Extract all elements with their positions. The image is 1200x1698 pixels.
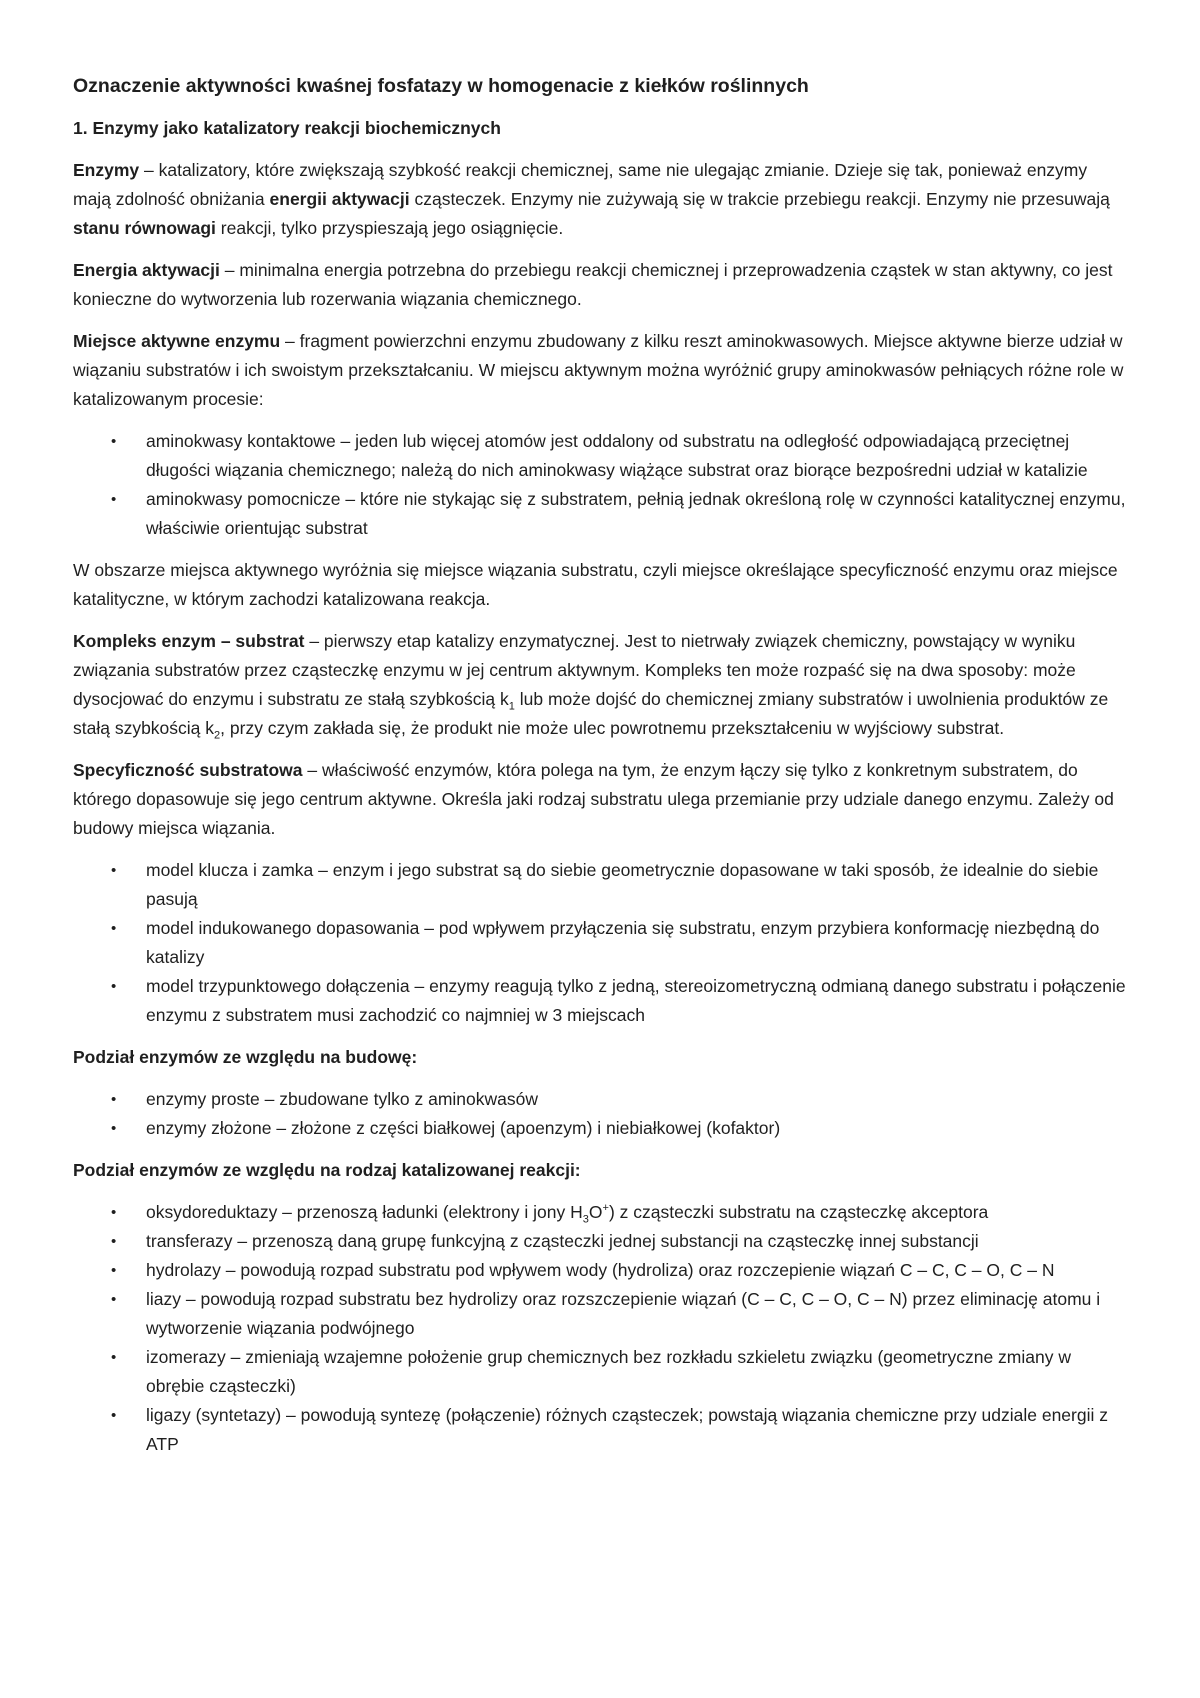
- paragraph-specyficznosc: Specyficzność substratowa – właściwość enzymów, która polega na tym, że enzym łączy się tylko z konkretnym substratem, do którego dopasowuje się jego centrum aktywne. Określa jaki rodzaj substratu ulega przemianie przy udziale danego enzymu. Zależy od budowy miejsca wiązania.: [73, 760, 1114, 838]
- paragraph-energia-aktywacji: Energia aktywacji – minimalna energia potrzebna do przebiegu reakcji chemicznej i przeprowadzenia cząstek w stan aktywny, co jest konieczne do wytworzenia lub rozerwania wiązania chemicznego.: [73, 260, 1113, 309]
- bullet-icon: •: [111, 920, 117, 937]
- list-item: • transferazy – przenoszą daną grupę funkcyjną z cząsteczki jednej substancji na cząsteczkę innej substancji: [73, 1227, 1128, 1256]
- paragraph-obszar: W obszarze miejsca aktywnego wyróżnia się miejsce wiązania substratu, czyli miejsce określające specyficzność enzymu oraz miejsce katalityczne, w którym zachodzi katalizowana reakcja.: [73, 560, 1118, 609]
- list-item: • enzymy proste – zbudowane tylko z aminokwasów: [73, 1085, 1128, 1114]
- list-item: • model trzypunktowego dołączenia – enzymy reagują tylko z jedną, stereoizometryczną odmianą danego substratu i połączenie enzymu z substratem musi zachodzić co najmniej w 3 miejscach: [73, 972, 1128, 1030]
- list-item: • enzymy złożone – złożone z części białkowej (apoenzym) i niebiałkowej (kofaktor): [73, 1114, 1128, 1143]
- bullet-icon: •: [111, 1407, 117, 1424]
- subheading-budowa: Podział enzymów ze względu na budowę:: [73, 1047, 418, 1067]
- bullet-icon: •: [111, 1233, 117, 1250]
- list-item: • liazy – powodują rozpad substratu bez hydrolizy oraz rozszczepienie wiązań (C – C, C – O, C – N) przez eliminację atomu i wytworzenie wiązania podwójnego: [73, 1285, 1128, 1343]
- list-item: • hydrolazy – powodują rozpad substratu pod wpływem wody (hydroliza) oraz rozczepienie wiązań C – C, C – O, C – N: [73, 1256, 1128, 1285]
- section-heading: 1. Enzymy jako katalizatory reakcji biochemicznych: [73, 118, 501, 138]
- paragraph-enzymy: Enzymy – katalizatory, które zwiększają szybkość reakcji chemicznej, same nie ulegając zmianie. Dzieje się tak, ponieważ enzymy mają zdolność obniżania energii aktywacji cząsteczek. Enzymy nie zużywają się w trakcie przebiegu reakcji. Enzymy nie przesuwają stanu równowagi reakcji, tylko przyspieszają jego osiągnięcie.: [73, 160, 1110, 238]
- list-item: • model klucza i zamka – enzym i jego substrat są do siebie geometrycznie dopasowane w taki sposób, że idealnie do siebie pasują: [73, 856, 1128, 914]
- bullet-icon: •: [111, 1204, 117, 1221]
- list-aminokwasy: [73, 427, 1128, 543]
- bullet-icon: •: [111, 1291, 117, 1308]
- bullet-icon: •: [111, 862, 117, 879]
- list-reakcja: [73, 1198, 1128, 1459]
- list-modele: [73, 856, 1128, 1030]
- list-item: • oksydoreduktazy – przenoszą ładunki (elektrony i jony $H_3O^+$) z cząsteczki substratu na cząsteczkę akceptora: [73, 1198, 1128, 1227]
- bullet-icon: •: [111, 1120, 117, 1137]
- bullet-icon: •: [111, 1091, 117, 1108]
- list-item: • aminokwasy pomocnicze – które nie stykając się z substratem, pełnią jednak określoną rolę w czynności katalitycznej enzymu, właściwie orientując substrat: [73, 485, 1128, 543]
- list-budowa: [73, 1085, 1128, 1143]
- list-item: • ligazy (syntetazy) – powodują syntezę (połączenie) różnych cząsteczek; powstają wiązania chemiczne przy udziale energii z ATP: [73, 1401, 1128, 1459]
- paragraph-miejsce-aktywne: Miejsce aktywne enzymu – fragment powierzchni enzymu zbudowany z kilku reszt aminokwasowych. Miejsce aktywne bierze udział w wiązaniu substratów i ich swoistym przekształcaniu. W miejscu aktywnym można wyróżnić grupy aminokwasów pełniących różne role w katalizowanym procesie:: [73, 331, 1124, 409]
- subheading-reakcja: Podział enzymów ze względu na rodzaj katalizowanej reakcji:: [73, 1160, 581, 1180]
- bullet-icon: •: [111, 978, 117, 995]
- bullet-icon: •: [111, 491, 117, 508]
- list-item: • izomerazy – zmieniają wzajemne położenie grup chemicznych bez rozkładu szkieletu związku (geometryczne zmiany w obrębie cząsteczki): [73, 1343, 1128, 1401]
- paragraph-kompleks: Kompleks enzym – substrat – pierwszy etap katalizy enzymatycznej. Jest to nietrwały związek chemiczny, powstający w wyniku związania substratów przez cząsteczkę enzymu w jej centrum aktywnym. Kompleks ten może rozpaść się na dwa sposoby: może dysocjować do enzymu i substratu ze stałą szybkością $k_1$ lub może dojść do chemicznej zmiany substratów i uwolnienia produktów ze stałą szybkością $k_2$, przy czym zakłada się, że produkt nie może ulec powrotnemu przekształceniu w wyjściowy substrat.: [73, 631, 1109, 742]
- list-item: • aminokwasy kontaktowe – jeden lub więcej atomów jest oddalony od substratu na odległość odpowiadającą przeciętnej długości wiązania chemicznego; należą do nich aminokwasy wiążące substrat oraz biorące bezpośredni udział w katalizie: [73, 427, 1128, 485]
- bullet-icon: •: [111, 433, 117, 450]
- bullet-icon: •: [111, 1262, 117, 1279]
- bullet-icon: •: [111, 1349, 117, 1366]
- list-item: • model indukowanego dopasowania – pod wpływem przyłączenia się substratu, enzym przybiera konformację niezbędną do katalizy: [73, 914, 1128, 972]
- page-title: Oznaczenie aktywności kwaśnej fosfatazy w homogenacie z kiełków roślinnych: [73, 75, 809, 97]
